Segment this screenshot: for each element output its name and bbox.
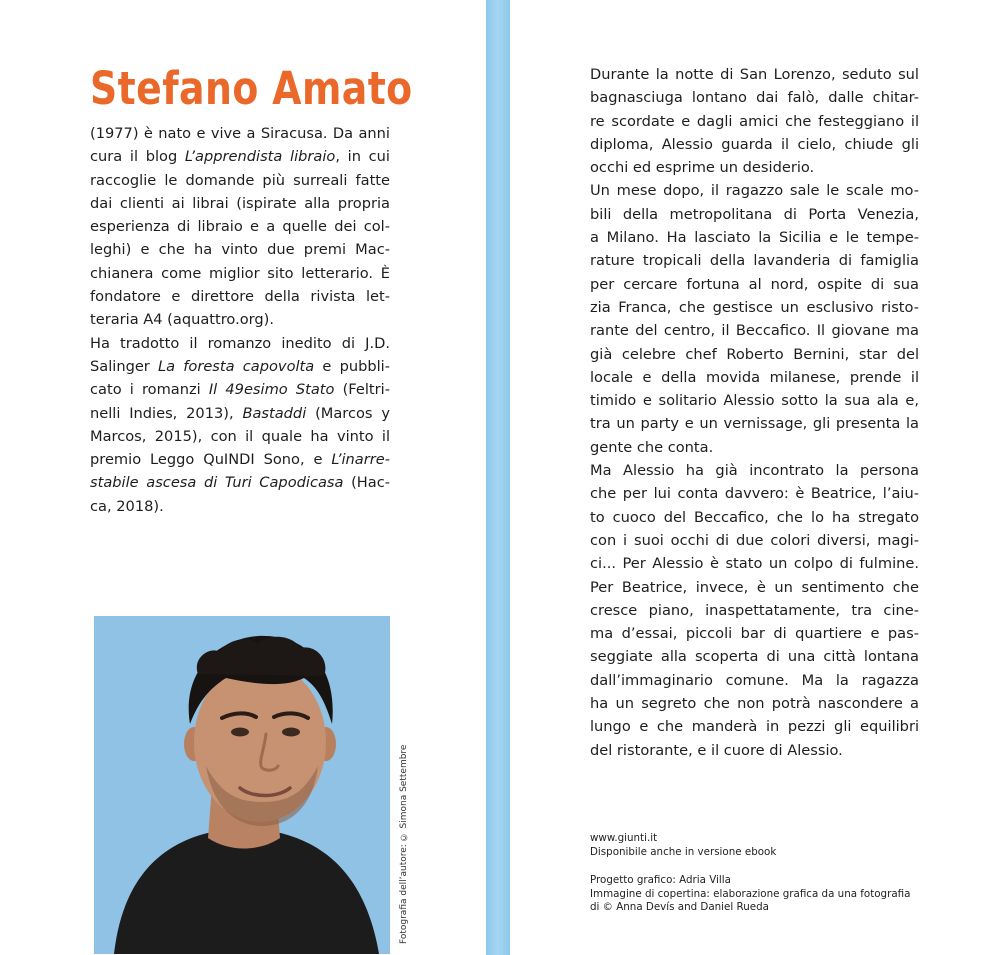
- synopsis-line: rature tropicali della lavanderia di famiglia: [590, 252, 919, 270]
- synopsis-line: tra un party e un vernissage, gli presenta la: [590, 415, 919, 433]
- bio-line: ca, 2018).: [90, 497, 164, 515]
- publisher-info: [590, 832, 930, 859]
- synopsis-line: del ristorante, e il cuore di Alessio.: [590, 741, 843, 759]
- author-photo: [94, 616, 390, 954]
- synopsis-line: zia Franca, che gestisce un esclusivo risto-: [590, 298, 919, 316]
- synopsis-line: bili della metropolitana di Porta Venezia,: [590, 205, 919, 223]
- bio-line: (1977) è nato e vive a Siracusa. Da anni: [90, 125, 390, 142]
- synopsis-line: a Milano. Ha lasciato la Sicilia e le tempe-: [590, 229, 919, 247]
- synopsis-line: gente che conta.: [590, 438, 714, 456]
- bio-line: leghi) e che ha vinto due premi Mac-: [90, 241, 390, 259]
- synopsis-line: timido e solitario Alessio sotto la sua ala e,: [590, 392, 919, 410]
- bio-line: cato i romanzi Il 49esimo Stato (Feltri-: [90, 381, 390, 399]
- synopsis-line: ci... Per Alessio è stato un colpo di fulmine.: [590, 555, 919, 573]
- synopsis-line: Per Beatrice, invece, è un sentimento che: [590, 578, 919, 596]
- synopsis-line: cresce piano, inaspettatamente, tra cine-: [590, 601, 919, 619]
- bio-line: dai clienti ai librai (ispirate alla propria: [90, 194, 390, 212]
- ebook-note: Disponibile anche in versione ebook: [590, 845, 777, 858]
- synopsis-line: con i suoi occhi di due colori diversi, magi-: [590, 531, 919, 549]
- synopsis-line: ma d’essai, piccoli bar di quartiere e pas-: [590, 625, 919, 643]
- synopsis-line: ha un segreto che non potrà nascondere a: [590, 695, 919, 713]
- bio-line: nelli Indies, 2013), Bastaddi (Marcos y: [90, 404, 390, 422]
- bio-line: Ha tradotto il romanzo inedito di J.D.: [90, 334, 390, 352]
- design-credits: [590, 874, 930, 915]
- bio-line: teraria A4 (aquattro.org).: [90, 311, 274, 329]
- synopsis-line: lungo e che manderà in pezzi gli equilibri: [590, 718, 919, 736]
- synopsis-line: diploma, Alessio guarda il cielo, chiude gli: [590, 135, 919, 153]
- synopsis-line: locale e della movida milanese, prende il: [590, 368, 919, 386]
- synopsis-line: dall’immaginario comune. Ma la ragazza: [590, 671, 919, 689]
- synopsis-line: Un mese dopo, il ragazzo sale le scale mo-: [590, 182, 919, 200]
- design-credit: Progetto grafico: Adria Villa: [590, 874, 731, 886]
- synopsis-line: già celebre chef Roberto Bernini, star del: [590, 345, 919, 363]
- synopsis-line: Ma Alessio ha già incontrato la persona: [590, 462, 919, 480]
- author-portrait-illustration: [94, 616, 390, 954]
- synopsis-line: rante del centro, il Beccafico. Il giovane ma: [590, 322, 919, 340]
- bio-line: Marcos, 2015), con il quale ha vinto il: [90, 427, 390, 445]
- synopsis-line: per cercare fortuna al nord, ospite di sua: [590, 275, 919, 293]
- synopsis-line: occhi ed esprime un desiderio.: [590, 159, 815, 177]
- photo-credit: Fotografia dell’autore: © Simona Settembre: [399, 744, 409, 944]
- synopsis-line: seggiate alla scoperta di una città lontana: [590, 648, 919, 666]
- bio-line: cura il blog L’apprendista libraio, in cui: [90, 148, 390, 166]
- cover-credit-line-1: Immagine di copertina: elaborazione grafica da una fotografia: [590, 887, 911, 900]
- book-spine: [486, 0, 510, 955]
- synopsis-line: re scordate e dagli amici che festeggiano il: [590, 112, 919, 130]
- bio-line: esperienza di libraio e a quelle dei col-: [90, 218, 390, 236]
- bio-line: premio Leggo QuINDI Sono, e L’inarre-: [90, 451, 390, 469]
- bio-line: fondatore e direttore della rivista let-: [90, 288, 390, 306]
- synopsis-line: che per lui conta davvero: è Beatrice, l’aiu-: [590, 485, 919, 503]
- synopsis-line: Durante la notte di San Lorenzo, seduto sul: [590, 66, 919, 83]
- bio-line: raccoglie le domande più surreali fatte: [90, 171, 390, 189]
- author-name: Stefano Amato: [90, 62, 413, 115]
- bio-line: Salinger La foresta capovolta e pubbli-: [90, 357, 390, 375]
- synopsis-line: to cuoco del Beccafico, che lo ha stregato: [590, 508, 919, 526]
- cover-credit-line-2: di © Anna Devís and Daniel Rueda: [590, 901, 769, 914]
- publisher-website: www.giunti.it: [590, 832, 658, 844]
- synopsis-line: bagnasciuga lontano dai falò, dalle chitar-: [590, 89, 919, 107]
- author-bio: [90, 122, 390, 518]
- bio-line: stabile ascesa di Turi Capodicasa (Hac-: [90, 474, 390, 492]
- bio-line: chianera come miglior sito letterario. È: [90, 264, 390, 282]
- book-synopsis: [590, 63, 919, 762]
